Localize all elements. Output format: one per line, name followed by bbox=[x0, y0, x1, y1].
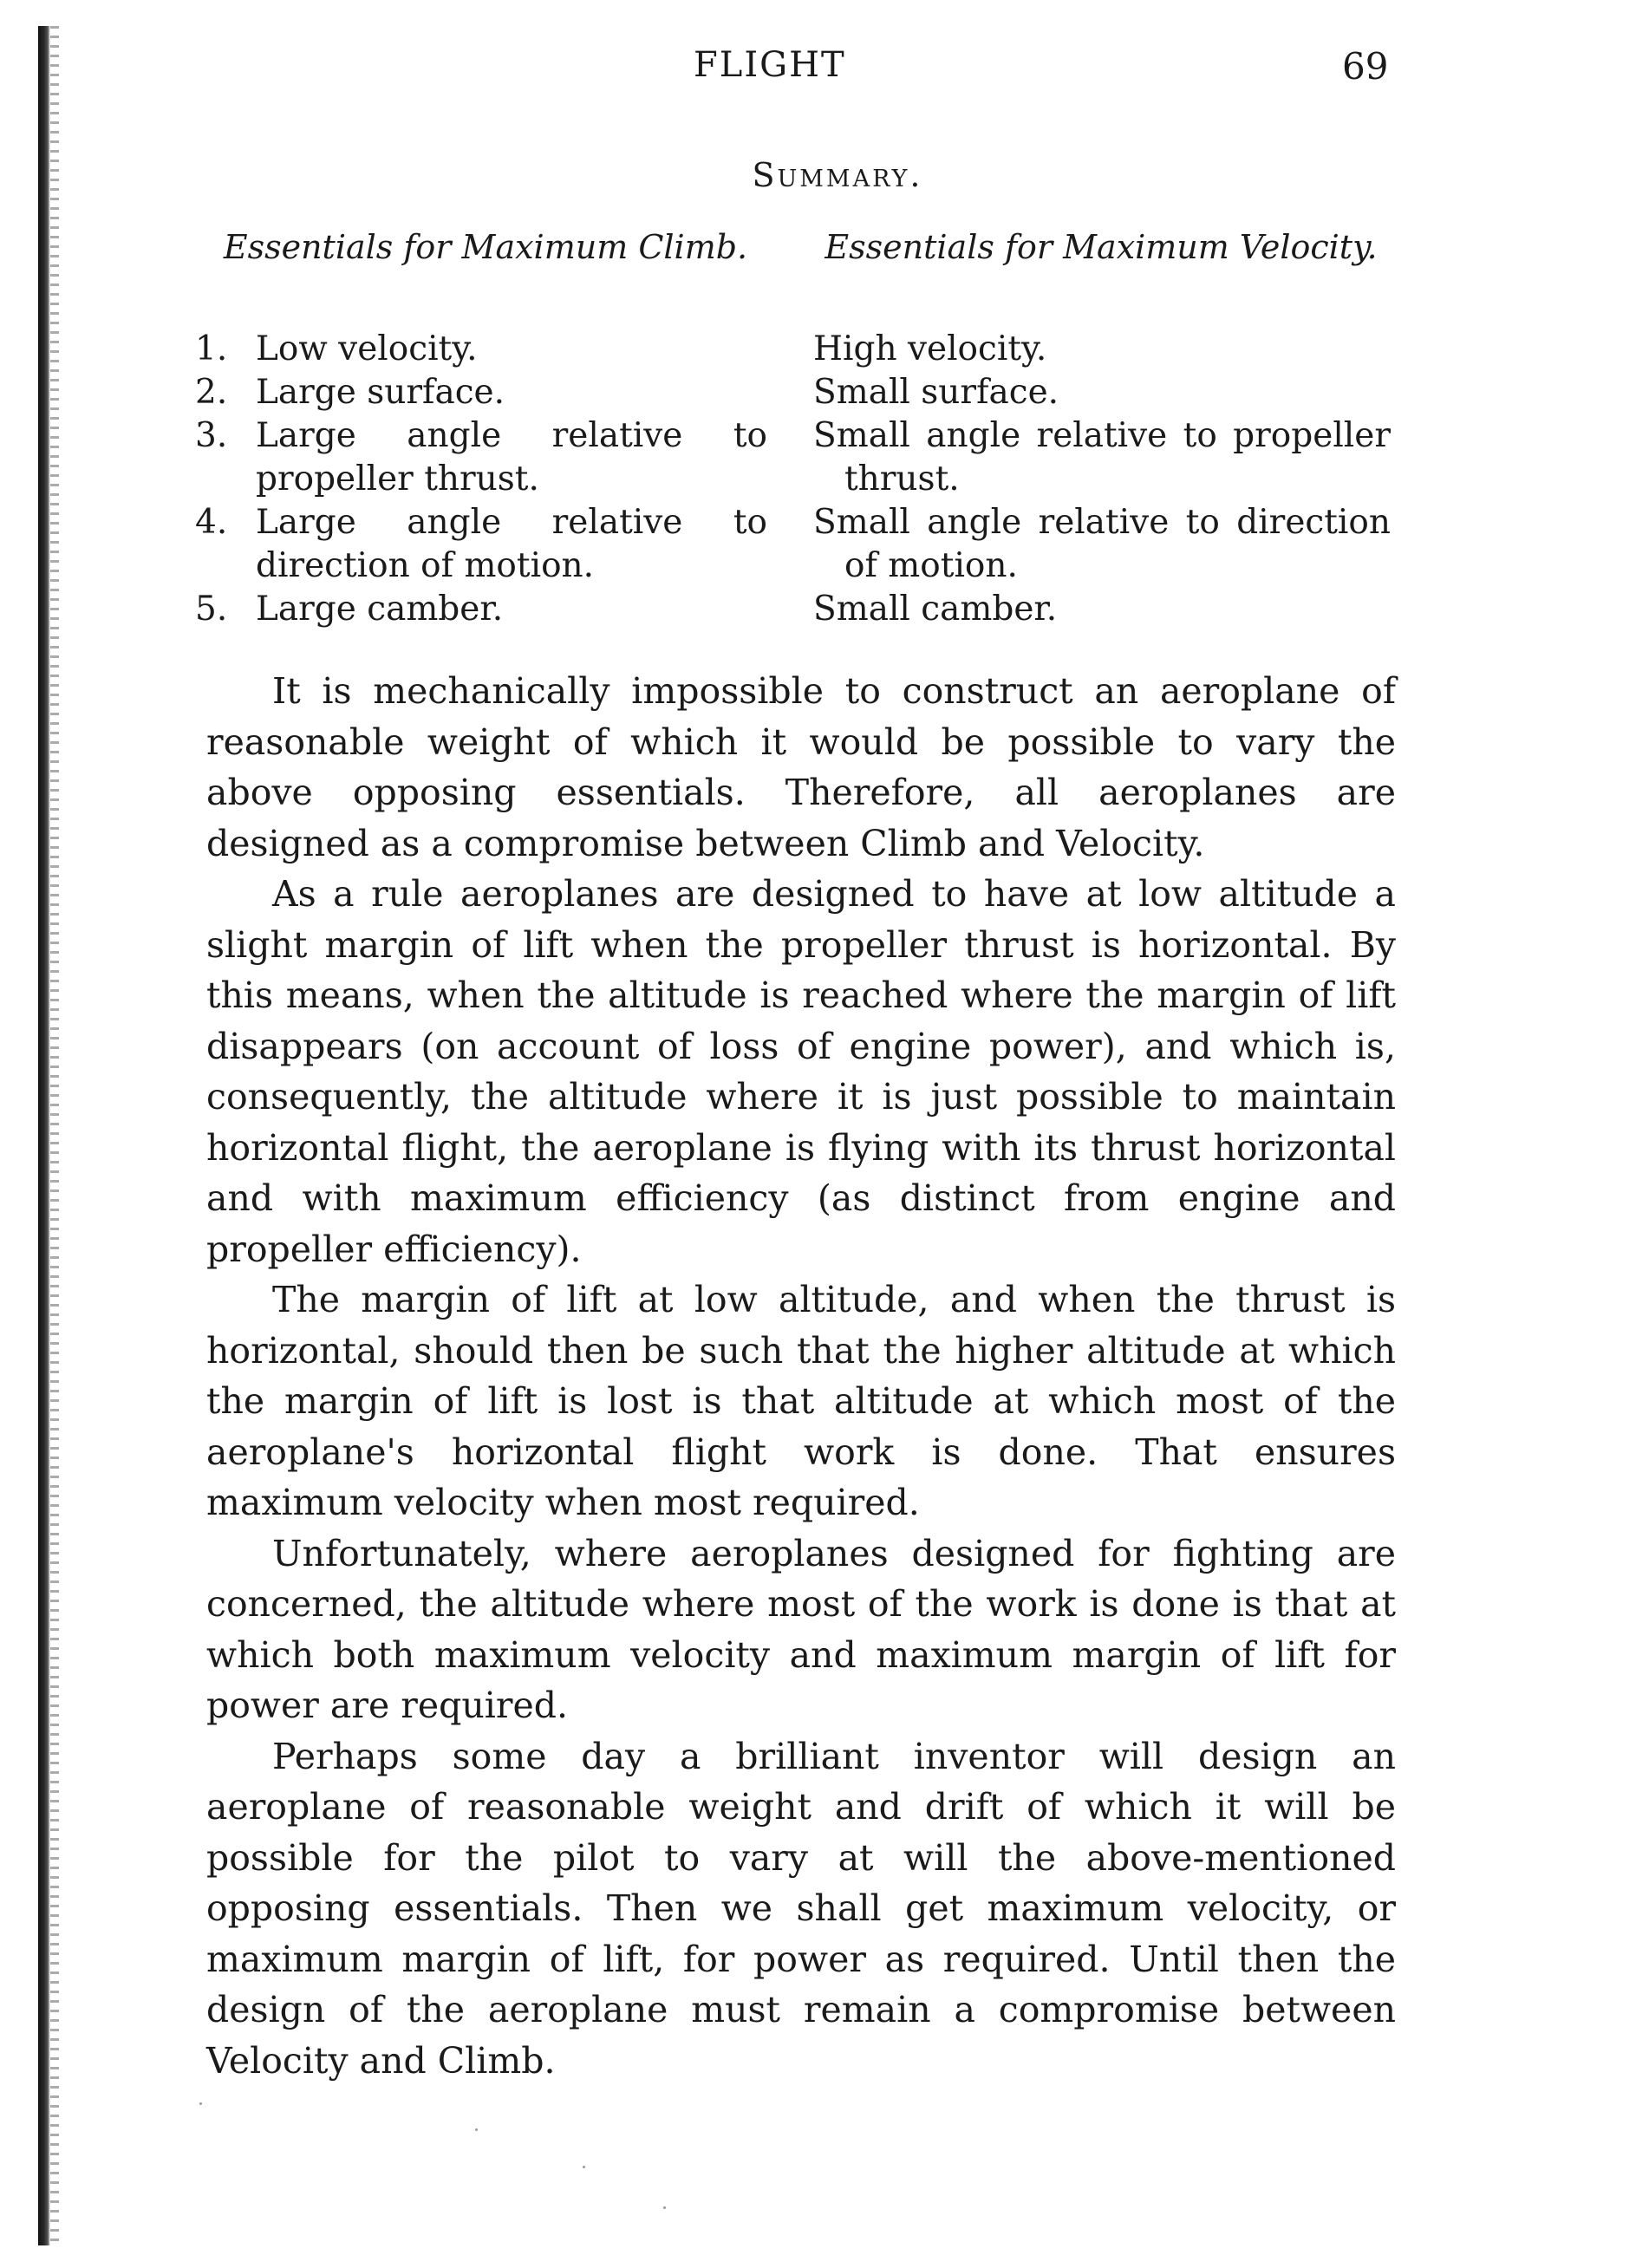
velocity-essential-item: Small surface. bbox=[813, 373, 1059, 412]
climb-essential-item bbox=[195, 501, 767, 588]
item-text: Large surface. bbox=[256, 373, 505, 412]
velocity-essential-item: Small camber. bbox=[813, 590, 1058, 629]
dust-speck bbox=[663, 2206, 666, 2209]
climb-essential-item bbox=[195, 371, 767, 414]
running-head bbox=[0, 45, 1649, 97]
item-number: 5. bbox=[195, 590, 228, 629]
running-title: FLIGHT bbox=[694, 45, 846, 85]
velocity-essential-item: High velocity. bbox=[813, 329, 1047, 368]
dust-speck bbox=[199, 2102, 202, 2105]
item-text: Large camber. bbox=[256, 590, 504, 629]
paragraph: Perhaps some day a brilliant inventor will design an aeroplane of reasonable weight and drift of which it will be possible for the pilot to vary at will the above-mentioned opposing essentials. Then we shall get maximum velocity, or maximum margin of lift, for power as required. Until then the design of the aeroplane must remain a compromise between Velocity and Climb. bbox=[206, 1735, 1396, 2082]
climb-essential-item bbox=[195, 588, 767, 631]
climb-essentials-list bbox=[195, 328, 767, 631]
summary-heading: Summary. bbox=[752, 156, 923, 194]
item-number: 4. bbox=[195, 503, 228, 542]
item-text: Large angle relative to direction of motion. bbox=[256, 503, 767, 585]
paragraph: Unfortunately, where aeroplanes designed for fighting are concerned, the altitude where most of the work is done is that at which both maximum velocity and maximum margin of lift for power are required. bbox=[206, 1532, 1396, 1726]
page-binding-edge bbox=[38, 26, 50, 2245]
page-number: 69 bbox=[1342, 45, 1389, 88]
item-number: 1. bbox=[195, 329, 228, 368]
item-number: 2. bbox=[195, 373, 228, 412]
velocity-essentials-list bbox=[813, 328, 1391, 631]
item-text: Large angle relative to propeller thrust. bbox=[256, 416, 767, 499]
climb-essential-item bbox=[195, 414, 767, 501]
velocity-essential-item: Small angle relative to direction of motion. bbox=[813, 503, 1391, 585]
paragraph: It is mechanically impossible to construct an aeroplane of reasonable weight of which it would be possible to vary the above opposing essentials. Therefore, all aeroplanes are designed as a compromise between Climb and Velocity. bbox=[206, 670, 1396, 864]
item-number: 3. bbox=[195, 416, 228, 455]
paragraph: As a rule aeroplanes are designed to have at low altitude a slight margin of lift when the propeller thrust is horizontal. By this means, when the altitude is reached where the margin of lift disappears (on account of loss of engine power), and which is, consequently, the altitude where it is just possible to maintain horizontal flight, the aeroplane is flying with its thrust horizontal and with maximum efficiency (as distinct from engine and propeller efficiency). bbox=[206, 873, 1396, 1270]
paragraph: The margin of lift at low altitude, and when the thrust is horizontal, should then be such that the higher altitude at which the margin of lift is lost is that altitude at which most of the aeroplane's horizontal flight work is done. That ensures maximum velocity when most required. bbox=[206, 1279, 1396, 1523]
dust-speck bbox=[583, 2166, 585, 2168]
binding-shadow bbox=[50, 26, 59, 2245]
velocity-essential-item: Small angle relative to propeller thrust. bbox=[813, 416, 1391, 499]
item-text: Low velocity. bbox=[256, 329, 478, 368]
velocity-column-heading: Essentials for Maximum Velocity. bbox=[824, 228, 1378, 266]
climb-essential-item bbox=[195, 328, 767, 371]
dust-speck bbox=[475, 2128, 478, 2131]
climb-column-heading: Essentials for Maximum Climb. bbox=[223, 228, 748, 266]
body-text bbox=[206, 666, 1396, 2086]
